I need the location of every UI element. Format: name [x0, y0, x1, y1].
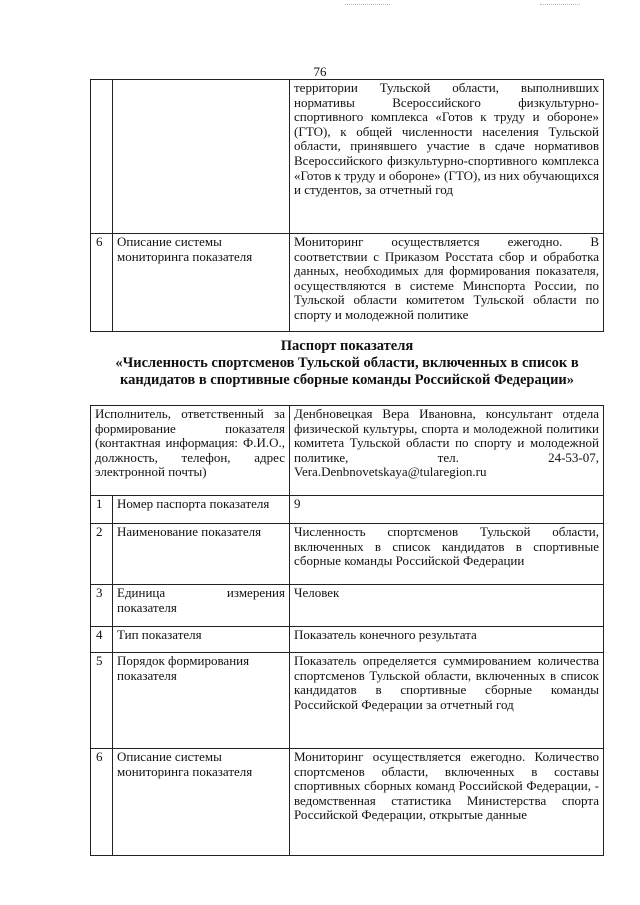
row-label: Описание системы мониторинга показателя: [113, 749, 290, 856]
table-row: [91, 234, 604, 332]
table-row: [91, 80, 604, 234]
row-number: 2: [91, 524, 113, 585]
scan-artifact: [345, 4, 390, 6]
row-value: Мониторинг осуществляется ежегодно. Количество спортсменов области, включенных в составы спортивных сборных команд Российской Федерации, - ведомственная статистика Министерства спорта Российской Федерации, открытые данные: [290, 749, 604, 856]
row-value: Показатель конечного результата: [290, 627, 604, 653]
row-value: Показатель определяется суммированием количества спортсменов Тульской области, включенных в список кандидатов в спортивные сборные команды Российской Федерации за отчетный год: [290, 653, 604, 749]
row-number: 3: [91, 585, 113, 627]
row-label: Тип показателя: [113, 627, 290, 653]
row-label: Наименование показателя: [113, 524, 290, 585]
row-number: 1: [91, 496, 113, 524]
passport-subtitle-line1: «Численность спортсменов Тульской области, включенных в список в: [115, 355, 579, 371]
passport-title: Паспорт показателя: [280, 338, 414, 354]
table-row: [91, 749, 604, 856]
row-label: Порядок формирования показателя: [113, 653, 290, 749]
row-label: Единица измерения показателя: [113, 585, 290, 627]
passport-table: [90, 405, 604, 856]
passport-heading: [82, 338, 612, 389]
continuation-table: [90, 79, 604, 332]
row-number: 5: [91, 653, 113, 749]
row-label: Описание системы мониторинга показателя: [113, 234, 290, 332]
row-value: Численность спортсменов Тульской области, включенных в список кандидатов в спортивные сборные команды Российской Федерации: [290, 524, 604, 585]
row-value: территории Тульской области, выполнивших нормативы Всероссийского физкультурно-спортивного комплекса «Готов к труду и обороне» (ГТО), к общей численности населения Тульской области, принявшего участие в сдаче нормативов Всероссийского физкультурно-спортивного комплекса «Готов к труду и обороне» (ГТО), из них обучающихся и студентов, за отчетный год: [290, 80, 604, 234]
row-value: Человек: [290, 585, 604, 627]
scan-artifact: [540, 4, 580, 6]
passport-subtitle-line2: кандидатов в спортивные сборные команды Российской Федерации»: [119, 372, 575, 388]
row-number: [91, 80, 113, 234]
table-row: [91, 627, 604, 653]
row-number: 4: [91, 627, 113, 653]
table-header-row: [91, 406, 604, 496]
row-number: 6: [91, 234, 113, 332]
table-row: [91, 653, 604, 749]
executor-value: Денбновецкая Вера Ивановна, консультант отдела физической культуры, спорта и молодежной политики комитета Тульской области по спорту и молодежной политике, тел. 24-53-07, Vera.Denbnovetskaya@tularegion.ru: [290, 406, 604, 496]
page-number: 76: [313, 64, 327, 79]
row-number: 6: [91, 749, 113, 856]
executor-label: Исполнитель, ответственный за формирование показателя (контактная информация: Ф.И.О., должность, телефон, адрес электронной почты): [91, 406, 290, 496]
row-value: 9: [290, 496, 604, 524]
table-row: [91, 524, 604, 585]
table-row: [91, 496, 604, 524]
row-value: Мониторинг осуществляется ежегодно. В соответствии с Приказом Росстата сбор и обработка данных, необходимых для формирования показателя, осуществляются в системе Минспорта России, по Тульской области комитетом Тульской области по спорту и молодежной политике: [290, 234, 604, 332]
row-label: Номер паспорта показателя: [113, 496, 290, 524]
row-label: [113, 80, 290, 234]
table-row: [91, 585, 604, 627]
